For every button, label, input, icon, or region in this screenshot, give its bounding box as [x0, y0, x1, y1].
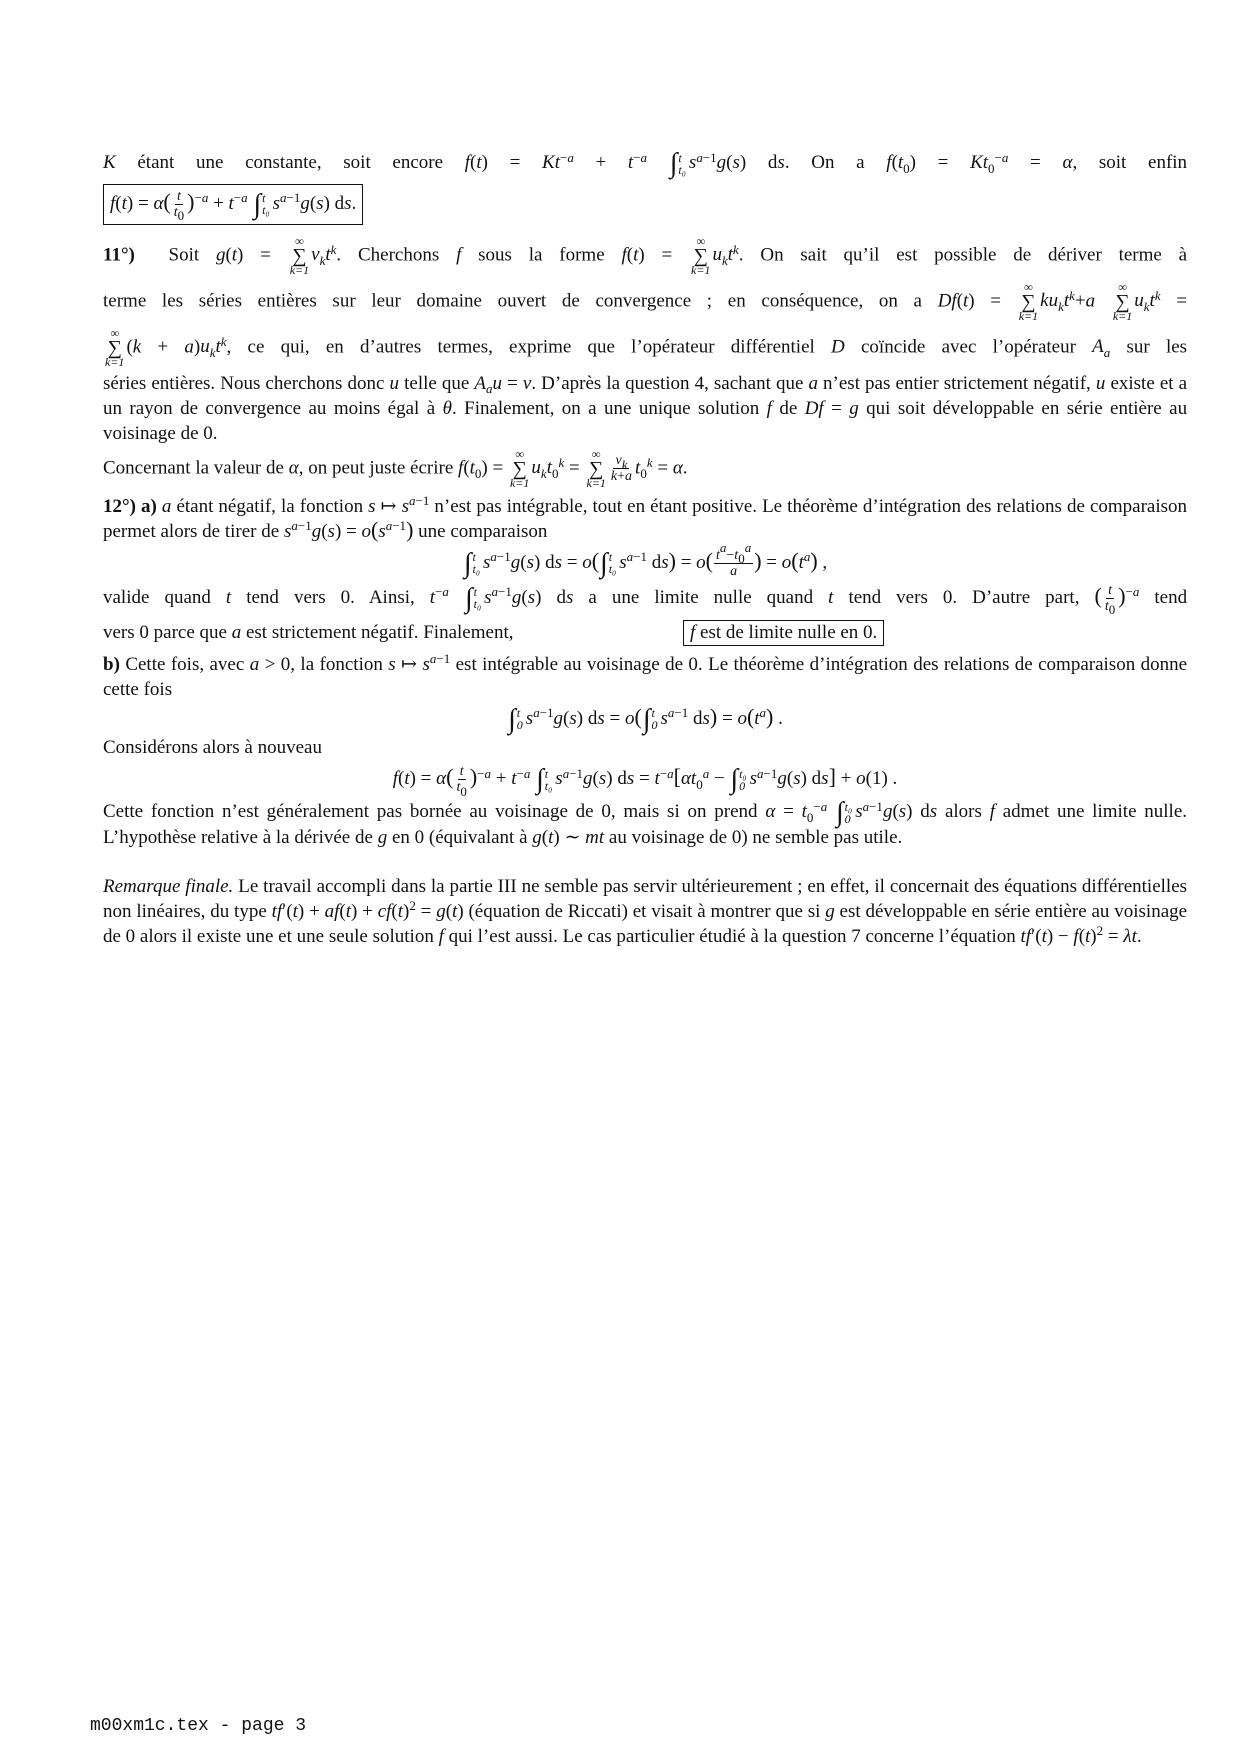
- q11-coincide-b: coïncide avec l’opérateur: [861, 336, 1076, 357]
- q12a-paragraph: 12°) a) a étant négatif, la fonction s ↦ $s^{a-1}$ n’est pas intégrable, tout en étant positive. Le théorème d’intégration des relations de comparaison permet alors de tirer de $s^{a-1}g(s) = o(s^{a-1})$ une comparaison: [103, 493, 1188, 542]
- q10-intro-text: étant une constante, soit encore: [137, 152, 444, 173]
- q12a-conclusion: vers 0 parce que a est strictement négatif. Finalement, f est de limite nulle en 0.: [103, 620, 1187, 646]
- q12b-cette-fonction: Cette fonction n’est généralement pas bornée au voisinage de 0, mais si on prend: [103, 801, 758, 823]
- remark-text3b: est développable en série entière au voisinage de 0 alors il existe une et une seule solution: [103, 900, 1188, 947]
- q11-sur-les: sur les: [1126, 336, 1188, 357]
- q12a-tend: tend: [1154, 586, 1188, 608]
- q11-soit-dev: soit développable en série entière au voisinage de 0.: [103, 397, 1188, 444]
- q12b-limite-hyp: une limite nulle. L’hypothèse relative à la dérivée de: [103, 801, 1188, 848]
- q11-coincide-a: ce qui, en d’autres termes, exprime que l’opérateur différentiel: [247, 336, 815, 357]
- q11-line2: terme les séries entières sur leur domaine ouvert de convergence ; en conséquence, on a Df(t) = ∞ ∑ k=1 $ku_kt^k+a$ ∞ ∑ k=1 $u_kt^k$ =: [103, 279, 1188, 323]
- remark-riccati: (équation de Riccati) et visait à montrer: [468, 900, 771, 922]
- q12b-alors: alors: [944, 801, 982, 823]
- q10-on-a: On a: [811, 152, 865, 173]
- q12a-dautre-part: tend vers 0. D’autre part,: [848, 586, 1080, 608]
- q11-existe: existe et a un rayon de convergence au moins égal à: [103, 372, 1188, 419]
- q12b-comparaison: de comparaison donne cette fois: [103, 653, 1188, 700]
- q12b-display-equation: ∫t 0 $s^{a-1}g(s)$ ds = o(∫t 0 $s^{a-1}$ $ds) = o(t^a)$ .: [508, 703, 783, 735]
- q12a-intro: étant négatif, la fonction: [176, 495, 364, 517]
- q11-non-entier: n’est pas entier strictement: [823, 372, 1029, 394]
- q11-label: 11°): [103, 244, 135, 265]
- q12b-final: Cette fonction n’est généralement pas bornée au voisinage de 0, mais si on prend $\alpha = t_0^{-a}$ ∫t₀ 0 $s^{a-1}g(s)$ ds alors f admet une limite nulle. L’hypothèse relative à la dérivée de g en 0 (équivalant à g(t) ∼ mt au voisinage de 0) ne semble pas utile.: [103, 797, 1188, 848]
- q11-peut-ecrire: on peut juste écrire: [308, 457, 454, 478]
- q12b-integrable: est intégrable au voisinage de 0. Le théorème d’intégration des relations: [455, 653, 1010, 675]
- q12b-intro: Cette fois, avec: [125, 653, 245, 675]
- q12a-ainsi: tend vers 0. Ainsi,: [246, 586, 415, 608]
- document-page: [103, 150, 1187, 951]
- q11-cherchons: Cherchons: [357, 244, 440, 265]
- q10-continuation: K étant une constante, soit encore $f(t) = Kt^{-a} + t^{-a}$ ∫t t₀ $s^{a-1}g(s)$ ds. On a $f(t_0) = Kt_0^{-a} = \alpha$, soit enfin: [103, 148, 1188, 179]
- q12a-label: a): [141, 495, 157, 517]
- q12b-considerons: Considérons alors à nouveau: [103, 737, 322, 759]
- q11-question4: D’après la question 4, sachant que: [541, 372, 804, 394]
- q12a-relations: relations de comparaison permet alors de tirer de: [103, 495, 1188, 542]
- q12a-limite-nulle: a une limite nulle quand: [588, 586, 814, 608]
- q12a-boxed-text: est de limite nulle en 0.: [700, 621, 878, 643]
- remark-text3a: que si: [775, 900, 821, 922]
- q12a-vers0: vers 0 parce que: [103, 621, 227, 643]
- q11-finalement: Finalement, on a une unique solution: [464, 397, 760, 419]
- remark-text1: Le travail accompli dans la partie III ne semble pas servir ultérieurement ; en effet, il concernait des: [238, 875, 1000, 897]
- q11-paragraph: séries entières. Nous cherchons donc u telle que $A_au = v$. D’après la question 4, sachant que a n’est pas entier strictement négatif, u existe et a un rayon de convergence au moins égal à θ. Finalement, on a une unique solution f de Df = g qui soit développable en série entière au voisinage de 0.: [103, 372, 1188, 444]
- remark-paragraph: Remarque finale. Le travail accompli dans la partie III ne semble pas servir ultérieurement ; en effet, il concernait des équations différentielles non linéaires, du type $tf'(t) + af(t) + cf(t)^2 = g(t)$ (équation de Riccati) et visait à montrer que si g est développable en série entière au voisinage de 0 alors il existe une et une seule solution f qui l’est aussi. Le cas particulier étudié à la question 7 concerne l’équation $tf'(t) - f(t)^2 = \lambda t$.: [103, 875, 1188, 947]
- remark-title: Remarque finale.: [103, 875, 234, 897]
- q11-line3: ∞ ∑ k=1 $(k + a)u_kt^k$, ce qui, en d’autres termes, exprime que l’opérateur différentiel D coïncide avec l’opérateur $A_a$ sur les: [105, 325, 1188, 369]
- q12b-au-voisinage: au voisinage de 0) ne semble pas: [608, 826, 859, 848]
- q11-de: de: [779, 397, 798, 419]
- q12b-utile: utile.: [863, 826, 903, 848]
- q12b-display-equation-2: f(t) = α( $\frac{t}{t_0}$ )$^{-a} + t^{-a}$ ∫t t₀ $s^{a-1}g(s)$ ds = $t^{-a}[\alpha t_0^a - \int t_0$ 0 $s^{a-1}g(s) ds] + o(1)$ .: [392, 764, 898, 799]
- q12b-admet: admet: [1002, 801, 1050, 823]
- page-footer: m00xm1c.tex - page 3: [90, 1716, 307, 1736]
- q12a-display-equation: ∫t t₀ $s^{a-1}g(s)$ ds = o(∫t t₀ $s^{a-1}$ ds) = o( $\frac{t^a-t_0^a}{a}$ ) = $o(t^a)$ ,: [463, 540, 828, 579]
- q12-label: 12°): [103, 495, 136, 517]
- q12b-en0: en 0 (équivalant à: [391, 826, 528, 848]
- q12b-label: b): [103, 653, 120, 675]
- q12a-non-integrable: n’est pas intégrable, tout en étant positive. Le théorème d’intégration des: [434, 495, 992, 517]
- q11-series-line: séries entières. Nous cherchons donc: [103, 372, 385, 394]
- q11-line1: 11°) Soit g(t) = ∞ ∑ k=1 $v_kt^k$. Cherchons f sous la forme f(t) = ∞ ∑ k=1 $u_kt^k$. On sait qu’il est possible de dériver terme à: [103, 233, 1188, 277]
- q11-possible: On sait qu’il est possible de dériver terme à: [760, 244, 1188, 265]
- q10-soit-enfin: soit enfin: [1098, 152, 1188, 173]
- q12a-strict-neg: est strictement négatif. Finalement,: [245, 621, 514, 643]
- q11-soit: Soit: [168, 244, 200, 265]
- q11-concernant: Concernant la valeur de α, on peut juste écrire $f(t_0)$ = ∞ ∑ k=1 $u_kt_0^k$ = ∞ ∑ k=1 $\frac{v_k}{k+a}$ $t_0^k = \alpha$.: [103, 446, 688, 490]
- remark-text3c: qui l’est aussi. Le: [448, 925, 583, 947]
- q11-telle-que: telle que: [404, 372, 470, 394]
- q12a-valide: valide quand t tend vers 0. Ainsi, $t^{-a}$ ∫t t₀ $s^{a-1}g(s)$ ds a une limite nulle quand t tend vers 0. D’autre part, ( $\frac{t}{t_0}$ )$^{-a}$ tend: [103, 582, 1188, 618]
- q11-sous-la-forme: sous la forme: [478, 244, 605, 265]
- q10-boxed-formula: f(t) = α( $\frac{t}{t_0}$ )$^{-a} + t^{-a}$ ∫t t₀ $s^{a-1}g(s)$ ds.: [103, 184, 363, 225]
- q11-negatif: négatif,: [1033, 372, 1091, 394]
- q12a-une-comparaison: une comparaison: [418, 520, 548, 542]
- q11-concernant-text: Concernant la valeur de: [103, 457, 284, 478]
- q12a-boxed-result: f est de limite nulle en 0.: [683, 620, 884, 646]
- remark-text4: cas particulier étudié à la question 7 concerne l’équation: [587, 925, 1016, 947]
- q12b-paragraph: b) Cette fois, avec a > 0, la fonction s ↦ $s^{a-1}$ est intégrable au voisinage de 0. Le théorème d’intégration des relations de comparaison donne cette fois: [103, 651, 1188, 700]
- q12b-fonction: la fonction: [300, 653, 383, 675]
- remark-text2: équations différentielles non linéaires, du type: [103, 875, 1188, 922]
- q11-terme-line: terme les séries entières sur leur domaine ouvert de convergence ; en conséquence, on a: [103, 290, 922, 311]
- q12a-valide-text: valide quand: [103, 586, 211, 608]
- q11-qui: qui: [866, 397, 891, 419]
